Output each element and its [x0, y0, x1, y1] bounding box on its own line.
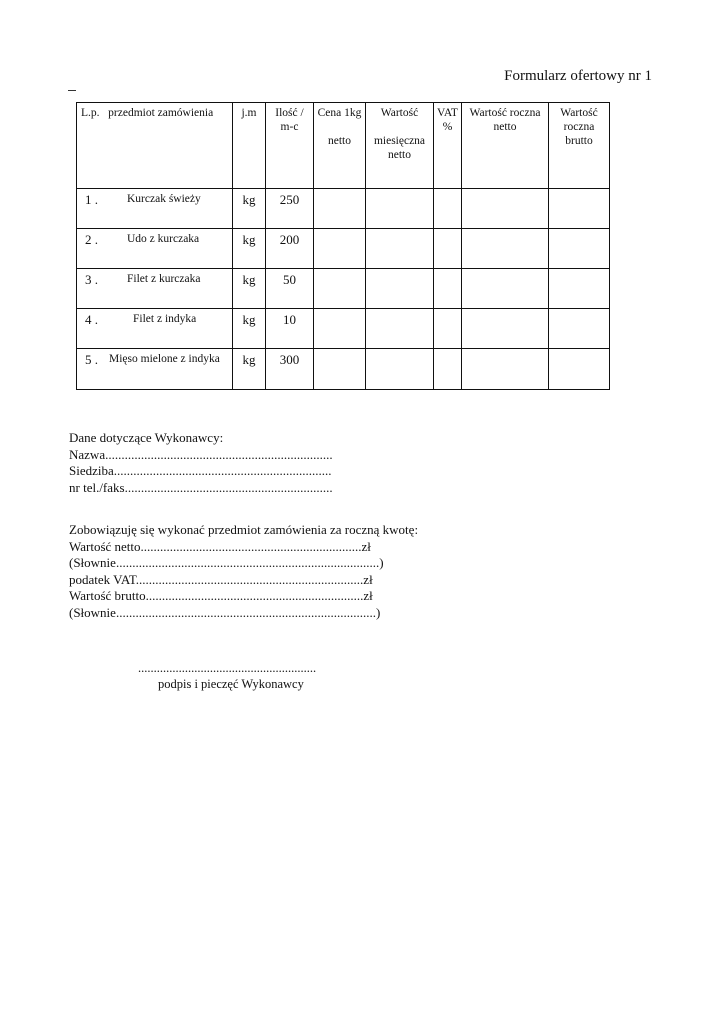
header-yearly-gross-line2: roczna — [563, 121, 595, 133]
contractor-phone-field[interactable]: nr tel./faks................................................................ — [69, 479, 333, 495]
row-vat-cell[interactable] — [434, 269, 462, 309]
header-price — [314, 103, 366, 189]
header-vat-line2: % — [442, 121, 453, 133]
row-monthly-cell[interactable] — [366, 189, 434, 229]
header-yearly-gross — [549, 103, 610, 189]
form-title: Formularz ofertowy nr 1 — [504, 68, 652, 84]
row-lp: 1 . — [85, 192, 98, 207]
commitment-heading: Zobowiązuję się wykonać przedmiot zamówienia za roczną kwotę: — [69, 522, 419, 537]
row-yearly-net-cell[interactable] — [462, 349, 549, 390]
row-vat-cell[interactable] — [434, 229, 462, 269]
row-monthly-cell[interactable] — [366, 269, 434, 309]
header-lp-subject — [77, 103, 233, 189]
row-subject-cell — [77, 189, 233, 229]
row-lp: 3 . — [85, 272, 98, 287]
row-qty: 50 — [266, 269, 314, 309]
row-yearly-net-cell[interactable] — [462, 269, 549, 309]
row-monthly-cell[interactable] — [366, 349, 434, 390]
row-vat-cell[interactable] — [434, 349, 462, 390]
contractor-section — [69, 430, 333, 496]
table-row — [77, 269, 610, 309]
header-monthly-line1: Wartość — [380, 107, 419, 119]
row-unit: kg — [233, 189, 266, 229]
header-monthly-line3: netto — [388, 149, 411, 161]
table-row — [77, 229, 610, 269]
row-yearly-gross-cell[interactable] — [549, 189, 610, 229]
row-price-cell[interactable] — [314, 229, 366, 269]
row-subject-cell — [77, 269, 233, 309]
row-qty: 300 — [266, 349, 314, 390]
header-yearly-net-line2: netto — [493, 121, 517, 133]
header-yearly-gross-line1: Wartość — [560, 107, 598, 119]
header-monthly-value — [366, 103, 434, 189]
row-yearly-gross-cell[interactable] — [549, 229, 610, 269]
header-lp: L.p. — [81, 107, 100, 119]
header-vat — [434, 103, 462, 189]
vat-field[interactable]: podatek VAT......................................................................zł — [69, 571, 373, 587]
header-qty-line1: Ilość / — [275, 107, 304, 119]
row-lp: 5 . — [85, 352, 98, 367]
header-qty — [266, 103, 314, 189]
row-name: Filet z kurczaka — [127, 273, 201, 285]
row-unit: kg — [233, 349, 266, 390]
contractor-seat-field[interactable]: Siedziba................................................................... — [69, 463, 332, 478]
commitment-section — [69, 522, 418, 621]
row-subject-cell — [77, 229, 233, 269]
header-monthly-line2: miesięczna — [373, 135, 426, 147]
table-row — [77, 189, 610, 229]
row-yearly-net-cell[interactable] — [462, 189, 549, 229]
net-value-field[interactable]: Wartość netto....................................................................zł — [69, 538, 371, 554]
row-price-cell[interactable] — [314, 349, 366, 390]
row-monthly-cell[interactable] — [366, 229, 434, 269]
header-price-line2: netto — [328, 135, 351, 147]
contractor-name-field[interactable]: Nazwa...................................................................... — [69, 446, 333, 462]
row-price-cell[interactable] — [314, 269, 366, 309]
row-yearly-gross-cell[interactable] — [549, 349, 610, 390]
header-subject: przedmiot zamówienia — [108, 107, 214, 119]
net-words-field[interactable]: (Słownie.................................................................................) — [69, 555, 384, 570]
header-yearly-net — [462, 103, 549, 189]
row-name: Kurczak świeży — [127, 193, 201, 205]
row-qty: 200 — [266, 229, 314, 269]
table-row — [77, 309, 610, 349]
row-price-cell[interactable] — [314, 189, 366, 229]
row-unit: kg — [233, 269, 266, 309]
signature-block — [138, 660, 316, 692]
row-subject-cell — [77, 349, 233, 390]
row-monthly-cell[interactable] — [366, 309, 434, 349]
header-yearly-gross-line3: brutto — [565, 135, 593, 147]
header-vat-line1: VAT — [437, 107, 458, 119]
row-lp: 4 . — [85, 312, 98, 327]
row-name: Udo z kurczaka — [127, 233, 200, 245]
row-yearly-net-cell[interactable] — [462, 229, 549, 269]
header-unit-label: j.m — [241, 107, 257, 119]
gross-words-field[interactable]: (Słownie................................................................................) — [69, 604, 381, 620]
header-qty-line2: m-c — [280, 121, 299, 133]
row-unit: kg — [233, 229, 266, 269]
row-name: Mięso mielone z indyka — [109, 353, 220, 365]
header-yearly-net-line1: Wartość roczna — [469, 107, 541, 119]
gross-value-field[interactable]: Wartość brutto...................................................................zł — [69, 588, 373, 603]
row-yearly-net-cell[interactable] — [462, 309, 549, 349]
row-yearly-gross-cell[interactable] — [549, 309, 610, 349]
row-name: Filet z indyka — [133, 313, 197, 325]
row-lp: 2 . — [85, 232, 98, 247]
row-yearly-gross-cell[interactable] — [549, 269, 610, 309]
header-unit — [233, 103, 266, 189]
row-vat-cell[interactable] — [434, 309, 462, 349]
row-subject-cell — [77, 309, 233, 349]
contractor-heading: Dane dotyczące Wykonawcy: — [69, 430, 224, 445]
offer-table — [76, 102, 610, 390]
header-price-line1: Cena 1kg — [317, 107, 362, 119]
row-unit: kg — [233, 309, 266, 349]
row-qty: 10 — [266, 309, 314, 349]
row-qty: 250 — [266, 189, 314, 229]
signature-line[interactable]: ......................................................... — [138, 661, 317, 675]
signature-caption: podpis i pieczęć Wykonawcy — [158, 677, 304, 691]
table-header-row — [77, 103, 610, 189]
decorative-dash — [68, 90, 76, 91]
row-price-cell[interactable] — [314, 309, 366, 349]
row-vat-cell[interactable] — [434, 189, 462, 229]
table-row — [77, 349, 610, 390]
